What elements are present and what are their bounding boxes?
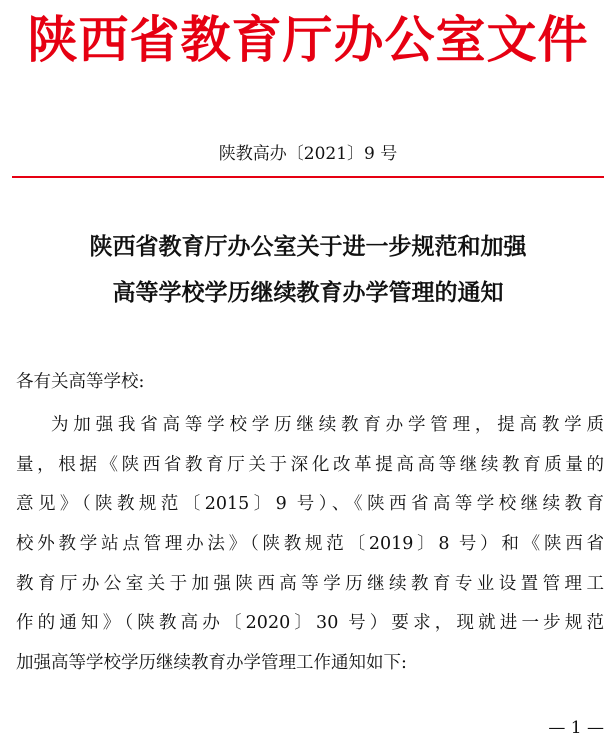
body-line: 作的通知》（陕教高办〔2020〕30 号）要求，现就进一步规范: [16, 613, 604, 634]
page-number: — 1 —: [548, 718, 604, 738]
body-line: 量，根据《陕西省教育厅关于深化改革提高高等继续教育质量的: [16, 454, 604, 475]
body-line: 校外教学站点管理办法》（陕教规范〔2019〕8 号）和《陕西省: [16, 534, 604, 555]
body-line: 为加强我省高等学校学历继续教育办学管理，提高教学质: [51, 415, 604, 435]
body-line: 意见》（陕教规范〔2015〕9 号）、《陕西省高等学校继续教育: [16, 494, 604, 515]
body-line: 加强高等学校学历继续教育办学管理工作通知如下:: [16, 653, 407, 674]
document-number: 陕教高办〔2021〕9 号: [218, 144, 398, 164]
document-title: [0, 224, 616, 316]
document-title-line-2: 高等学校学历继续教育办学管理的通知: [112, 279, 504, 306]
body-paragraph: [16, 406, 604, 684]
red-divider-line: [12, 176, 604, 178]
document-title-line-1: 陕西省教育厅办公室关于进一步规范和加强: [89, 233, 527, 260]
body-line: 教育厅办公室关于加强陕西高等学历继续教育专业设置管理工: [16, 573, 604, 594]
salutation: 各有关高等学校:: [16, 372, 145, 392]
masthead-title: 陕西省教育厅办公室文件: [27, 10, 589, 69]
